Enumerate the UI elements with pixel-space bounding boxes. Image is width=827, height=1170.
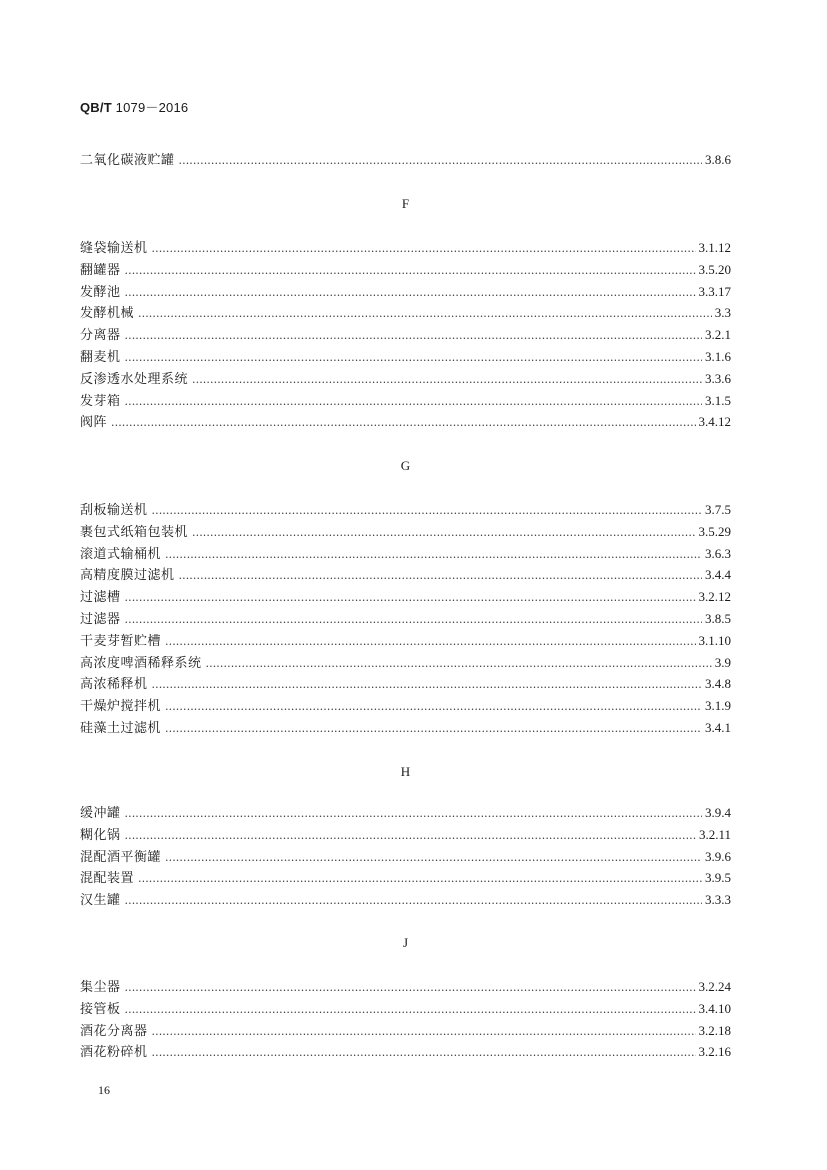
entry-term: 分离器 xyxy=(80,328,121,344)
dot-leader xyxy=(125,588,696,608)
index-entry xyxy=(80,412,731,432)
index-entry xyxy=(80,999,731,1019)
entry-term: 糊化锅 xyxy=(80,827,121,843)
index-entry xyxy=(80,696,731,716)
entry-reference: 3.4.12 xyxy=(698,414,731,430)
entry-term: 发酵机械 xyxy=(80,306,135,322)
entry-term: 发酵池 xyxy=(80,284,121,300)
dot-leader xyxy=(125,261,696,281)
page-number: 16 xyxy=(98,1083,110,1097)
index-entry xyxy=(80,565,731,585)
index-entry xyxy=(80,825,731,845)
entry-reference: 3.1.5 xyxy=(705,392,731,408)
dot-leader xyxy=(152,239,696,259)
dot-leader xyxy=(165,545,702,565)
entry-term: 反渗透水处理系统 xyxy=(80,371,189,387)
entry-term: 过滤器 xyxy=(80,612,121,627)
dot-leader xyxy=(165,848,702,868)
entry-term: 混配酒平衡罐 xyxy=(80,849,162,865)
entry-term: 接管板 xyxy=(80,1001,121,1017)
index-entry xyxy=(80,868,731,888)
entry-term: 阀阵 xyxy=(80,415,108,431)
dot-leader xyxy=(192,370,702,390)
index-entry xyxy=(80,890,731,910)
index-entry xyxy=(80,303,731,323)
index-entry xyxy=(80,803,731,823)
entry-reference: 3.3.6 xyxy=(705,370,731,386)
section-letter: F xyxy=(401,196,410,211)
dot-leader xyxy=(125,283,696,303)
dot-leader xyxy=(152,1022,696,1042)
dot-leader xyxy=(125,1000,696,1020)
entry-reference: 3.7.5 xyxy=(705,502,731,517)
dot-leader xyxy=(125,891,702,911)
dot-leader xyxy=(152,675,702,695)
index-entry xyxy=(80,522,731,542)
dot-leader xyxy=(152,1043,696,1063)
entry-reference: 3.9.5 xyxy=(705,870,731,886)
index-entry xyxy=(80,718,731,738)
entry-term: 翻麦机 xyxy=(80,350,121,365)
index-entry xyxy=(80,282,731,302)
index-entry xyxy=(80,653,731,673)
dot-leader xyxy=(125,326,702,346)
entry-reference: 3.5.20 xyxy=(698,261,731,277)
entry-reference: 3.1.9 xyxy=(705,698,731,714)
entry-reference: 3.9.6 xyxy=(705,848,731,864)
index-entry xyxy=(80,260,731,280)
entry-reference: 3.6.3 xyxy=(705,545,731,561)
dot-leader xyxy=(125,392,702,412)
entry-reference: 3.5.29 xyxy=(698,523,731,539)
standard-number: 1079－2016 xyxy=(111,100,189,115)
entry-reference: 3.4.4 xyxy=(705,567,731,583)
index-entry xyxy=(80,847,731,867)
dot-leader xyxy=(179,151,702,171)
entry-reference: 3.2.12 xyxy=(698,589,731,605)
index-entry xyxy=(80,150,731,170)
entry-reference: 3.4.10 xyxy=(698,1000,731,1016)
entry-term: 酒花分离器 xyxy=(80,1023,148,1039)
index-entry xyxy=(80,977,731,997)
dot-leader xyxy=(125,826,696,846)
index-entry xyxy=(80,1042,731,1062)
entry-reference: 3.9.4 xyxy=(705,805,731,820)
entry-reference: 3.2.16 xyxy=(698,1044,731,1060)
standard-code: QB/T xyxy=(80,100,112,115)
index-entry xyxy=(80,325,731,345)
index-entry xyxy=(80,238,731,258)
entry-reference: 3.4.8 xyxy=(705,676,731,692)
entry-term: 干麦芽暂贮槽 xyxy=(80,633,162,649)
entry-reference: 3.9 xyxy=(714,654,731,670)
entry-term: 干燥炉搅拌机 xyxy=(80,699,162,715)
entry-reference: 3.3.3 xyxy=(705,892,731,908)
section-letter: J xyxy=(402,935,409,950)
dot-leader xyxy=(125,348,702,368)
dot-leader xyxy=(152,501,702,521)
entry-reference: 3.1.6 xyxy=(705,349,731,364)
entry-reference: 3.2.18 xyxy=(698,1022,731,1038)
entry-reference: 3.8.6 xyxy=(705,152,731,167)
entry-reference: 3.4.1 xyxy=(705,720,731,735)
entry-term: 高浓稀释机 xyxy=(80,677,148,693)
entry-reference: 3.2.11 xyxy=(698,826,731,842)
entry-reference: 3.8.5 xyxy=(705,611,731,626)
entry-term: 翻罐器 xyxy=(80,262,121,278)
entry-term: 硅藻土过滤机 xyxy=(80,721,162,736)
dot-leader xyxy=(111,413,695,433)
entry-term: 酒花粉碎机 xyxy=(80,1045,148,1061)
dot-leader xyxy=(206,654,712,674)
entry-term: 集尘器 xyxy=(80,980,121,995)
entry-reference: 3.1.10 xyxy=(698,632,731,648)
dot-leader xyxy=(125,804,702,824)
entry-term: 裹包式纸箱包装机 xyxy=(80,524,189,540)
dot-leader xyxy=(165,632,695,652)
entry-reference: 3.2.24 xyxy=(698,979,731,994)
index-entry xyxy=(80,674,731,694)
dot-leader xyxy=(125,610,702,630)
dot-leader xyxy=(138,304,712,324)
entry-term: 汉生罐 xyxy=(80,893,121,909)
index-entry xyxy=(80,587,731,607)
index-entry xyxy=(80,391,731,411)
entry-reference: 3.1.12 xyxy=(698,240,731,255)
entry-term: 缝袋输送机 xyxy=(80,241,148,256)
entry-reference: 3.2.1 xyxy=(705,327,731,343)
dot-leader xyxy=(165,719,702,739)
dot-leader xyxy=(179,566,702,586)
index-entry xyxy=(80,544,731,564)
entry-term: 混配装置 xyxy=(80,871,135,887)
entry-term: 高浓度啤酒稀释系统 xyxy=(80,655,202,671)
entry-term: 滚道式输桶机 xyxy=(80,546,162,562)
entry-reference: 3.3.17 xyxy=(698,283,731,299)
entry-term: 发芽箱 xyxy=(80,393,121,409)
index-list xyxy=(80,0,731,1170)
entry-reference: 3.3 xyxy=(714,305,731,321)
dot-leader xyxy=(125,978,696,998)
entry-term: 过滤槽 xyxy=(80,590,121,606)
entry-term: 刮板输送机 xyxy=(80,503,148,518)
dot-leader xyxy=(165,697,702,717)
entry-term: 高精度膜过滤机 xyxy=(80,568,175,584)
section-letter: H xyxy=(400,764,411,779)
index-entry xyxy=(80,347,731,367)
index-entry xyxy=(80,1021,731,1041)
section-letter: G xyxy=(400,458,411,473)
index-entry xyxy=(80,369,731,389)
index-entry xyxy=(80,609,731,629)
entry-term: 缓冲罐 xyxy=(80,806,121,821)
index-entry xyxy=(80,631,731,651)
dot-leader xyxy=(192,523,695,543)
index-entry xyxy=(80,500,731,520)
entry-term: 二氧化碳液贮罐 xyxy=(80,153,175,168)
dot-leader xyxy=(138,869,702,889)
